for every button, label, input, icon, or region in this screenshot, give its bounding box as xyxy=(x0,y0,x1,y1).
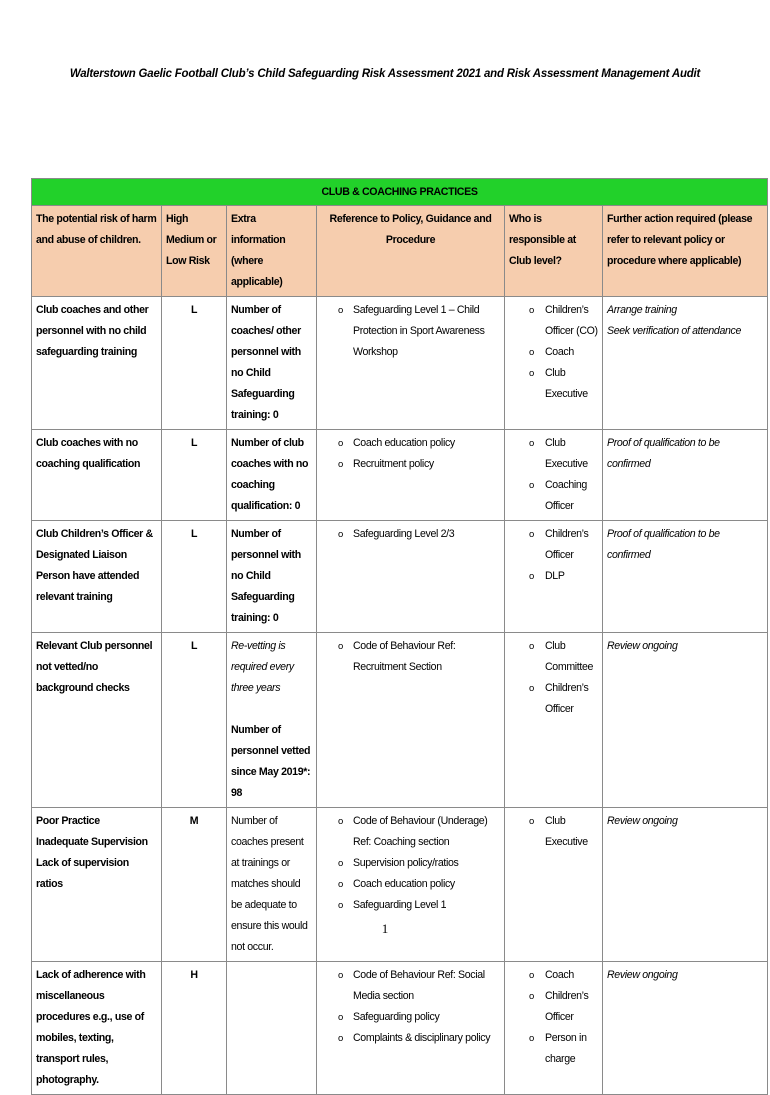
risk-cell: Club coaches with no coaching qualification xyxy=(32,430,162,521)
action-cell: Review ongoing xyxy=(603,633,768,808)
risk-cell: Club Children’s Officer & Designated Liaison Person have attended relevant training xyxy=(32,521,162,633)
extra-info: Number of coaches/ other personnel with no Child Safeguarding training: 0 xyxy=(227,297,317,430)
action-cell: Proof of qualification to be confirmed xyxy=(603,430,768,521)
list-item: o Coach xyxy=(509,965,598,986)
reference-list xyxy=(321,965,500,1049)
list-item: o Recruitment policy xyxy=(321,454,500,475)
responsible-list xyxy=(509,300,598,405)
responsible-cell xyxy=(505,297,603,430)
list-item: o Club Executive xyxy=(509,433,598,475)
responsible-list xyxy=(509,965,598,1070)
reference-list xyxy=(321,300,500,363)
document-title: Walterstown Gaelic Football Club’s Child Safeguarding Risk Assessment 2021 and Risk Assessment Management Audit xyxy=(69,66,701,80)
responsible-list xyxy=(509,524,598,587)
risk-level: L xyxy=(162,430,227,521)
reference-cell xyxy=(317,430,505,521)
extra-info: Number of personnel vetted since May 2019*: 98 xyxy=(231,724,311,799)
list-item: o Children’s Officer xyxy=(509,524,598,566)
list-item: o Club Committee xyxy=(509,636,598,678)
list-item: o Supervision policy/ratios xyxy=(321,853,500,874)
list-item: o Safeguarding Level 2/3 xyxy=(321,524,500,545)
list-item: o Club Executive xyxy=(509,811,598,853)
table-row xyxy=(32,297,768,430)
revetting-note: Re-vetting is required every three years xyxy=(231,640,294,694)
risk-level: L xyxy=(162,297,227,430)
action-cell: Review ongoing xyxy=(603,962,768,1095)
reference-list xyxy=(321,524,500,545)
header-risk: The potential risk of harm and abuse of children. xyxy=(32,206,162,297)
risk-level: L xyxy=(162,633,227,808)
table-row xyxy=(32,633,768,808)
risk-cell: Lack of adherence with miscellaneous procedures e.g., use of mobiles, texting, transport rules, photography. xyxy=(32,962,162,1095)
list-item: o Coach education policy xyxy=(321,433,500,454)
list-item: o Safeguarding policy xyxy=(321,1007,500,1028)
list-item: o Children’s Officer (CO) xyxy=(509,300,598,342)
list-item: o Coach xyxy=(509,342,598,363)
list-item: o Children’s Officer xyxy=(509,986,598,1028)
list-item: o Complaints & disciplinary policy xyxy=(321,1028,500,1049)
extra-info: Number of coaches present at trainings or matches should be adequate to ensure this would not occur. xyxy=(227,808,317,962)
section-row xyxy=(32,179,768,206)
header-extra: Extra information (where applicable) xyxy=(227,206,317,297)
reference-cell xyxy=(317,808,505,962)
table-row xyxy=(32,430,768,521)
responsible-cell xyxy=(505,430,603,521)
reference-list xyxy=(321,811,500,916)
list-item: o DLP xyxy=(509,566,598,587)
header-action: Further action required (please refer to relevant policy or procedure where applicable) xyxy=(603,206,768,297)
responsible-cell xyxy=(505,633,603,808)
responsible-list xyxy=(509,811,598,853)
list-item: o Coaching Officer xyxy=(509,475,598,517)
header-reference: Reference to Policy, Guidance and Procedure xyxy=(317,206,505,297)
section-heading: CLUB & COACHING PRACTICES xyxy=(32,179,768,206)
extra-info xyxy=(227,962,317,1095)
list-item: o Person in charge xyxy=(509,1028,598,1070)
reference-list xyxy=(321,636,500,678)
extra-info: Number of personnel with no Child Safeguarding training: 0 xyxy=(227,521,317,633)
list-item: o Safeguarding Level 1 xyxy=(321,895,500,916)
table-row xyxy=(32,521,768,633)
risk-level: M xyxy=(162,808,227,962)
reference-cell xyxy=(317,297,505,430)
responsible-list xyxy=(509,636,598,720)
action-cell: Proof of qualification to be confirmed xyxy=(603,521,768,633)
reference-cell xyxy=(317,633,505,808)
list-item: o Children’s Officer xyxy=(509,678,598,720)
risk-level: L xyxy=(162,521,227,633)
table-row xyxy=(32,808,768,962)
action-cell: Arrange training Seek verification of attendance xyxy=(603,297,768,430)
reference-cell xyxy=(317,962,505,1095)
header-responsible: Who is responsible at Club level? xyxy=(505,206,603,297)
table-row xyxy=(32,962,768,1095)
risk-cell: Club coaches and other personnel with no child safeguarding training xyxy=(32,297,162,430)
risk-cell: Poor Practice Inadequate Supervision Lack of supervision ratios xyxy=(32,808,162,962)
extra-info: Number of club coaches with no coaching qualification: 0 xyxy=(227,430,317,521)
list-item: o Safeguarding Level 1 – Child Protection in Sport Awareness Workshop xyxy=(321,300,500,363)
action-cell: Review ongoing xyxy=(603,808,768,962)
risk-level: H xyxy=(162,962,227,1095)
page-number: 1 xyxy=(381,921,389,936)
header-row xyxy=(32,206,768,297)
list-item: o Coach education policy xyxy=(321,874,500,895)
responsible-list xyxy=(509,433,598,517)
risk-cell: Relevant Club personnel not vetted/no background checks xyxy=(32,633,162,808)
reference-list xyxy=(321,433,500,475)
reference-cell xyxy=(317,521,505,633)
responsible-cell xyxy=(505,808,603,962)
responsible-cell xyxy=(505,521,603,633)
list-item: o Club Executive xyxy=(509,363,598,405)
extra-info-cell xyxy=(227,633,317,808)
list-item: o Code of Behaviour Ref: Recruitment Section xyxy=(321,636,500,678)
risk-assessment-table xyxy=(31,178,768,1095)
list-item: o Code of Behaviour (Underage) Ref: Coaching section xyxy=(321,811,500,853)
list-item: o Code of Behaviour Ref: Social Media section xyxy=(321,965,500,1007)
responsible-cell xyxy=(505,962,603,1095)
header-level: High Medium or Low Risk xyxy=(162,206,227,297)
